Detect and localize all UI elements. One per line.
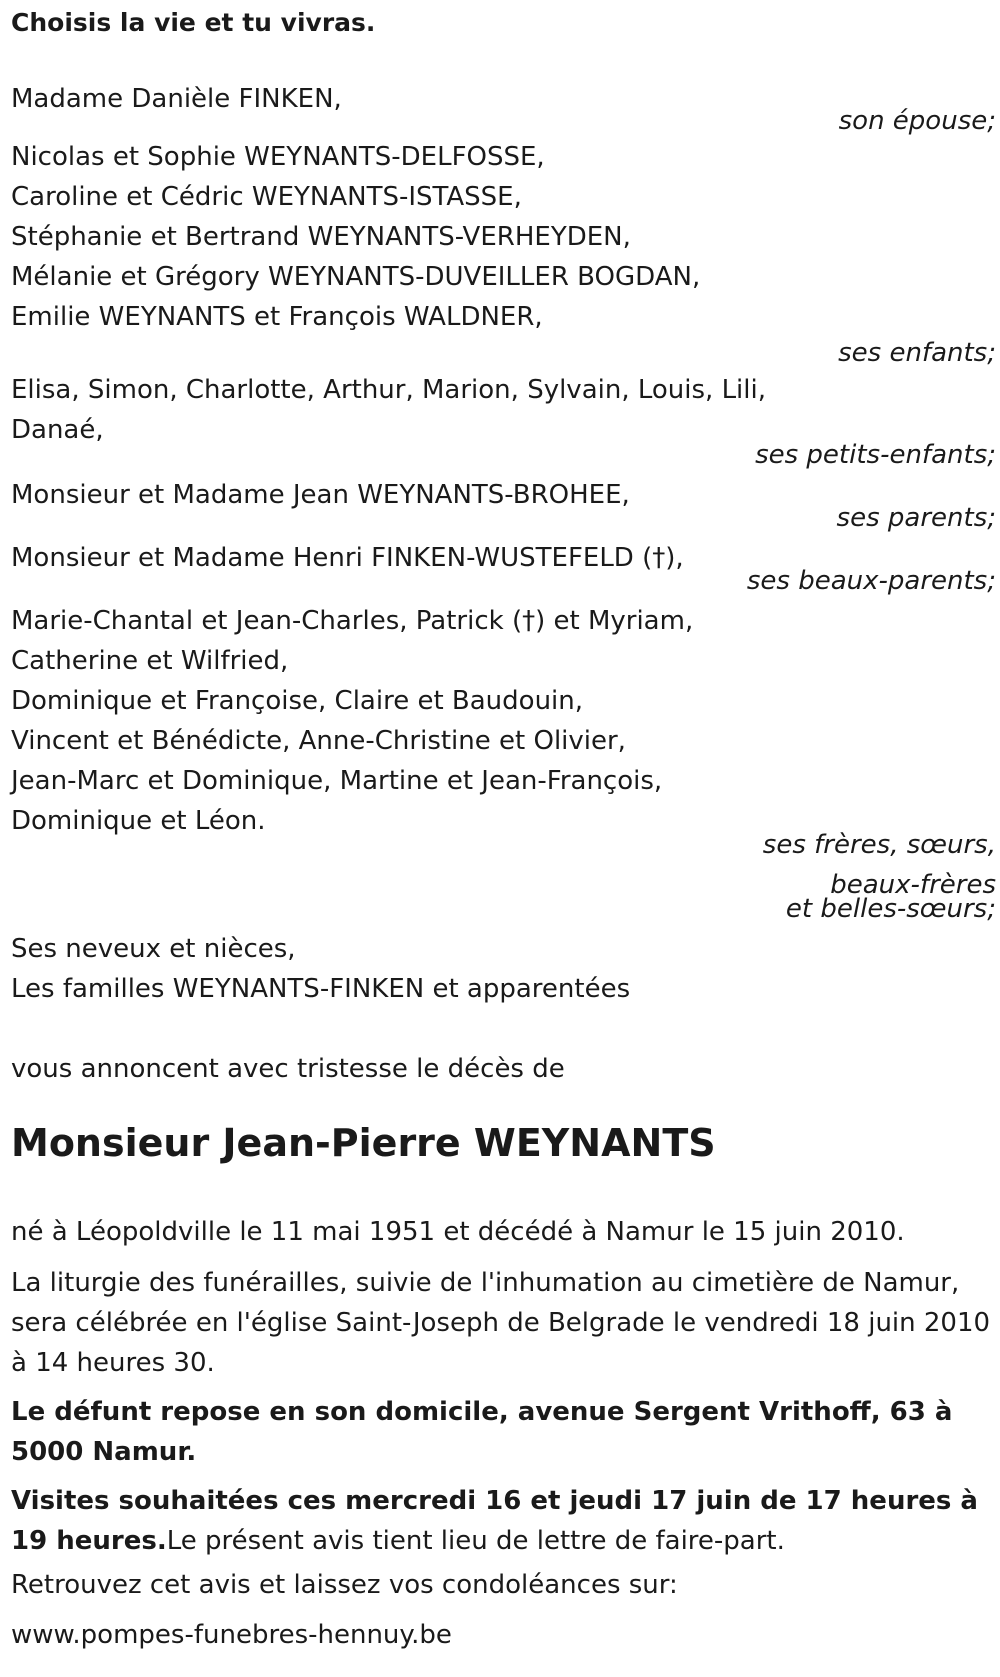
parents-in-law-names xyxy=(11,538,684,578)
family-line: Danaé, xyxy=(11,415,104,445)
children-names xyxy=(11,137,700,337)
family-line: Catherine et Wilfried, xyxy=(11,646,289,676)
website-link[interactable]: www.pompes-funebres-hennuy.be xyxy=(11,1620,452,1650)
parents-names xyxy=(11,475,630,515)
relation-children: ses enfants; xyxy=(838,338,996,368)
family-line: Stéphanie et Bertrand WEYNANTS-VERHEYDEN, xyxy=(11,222,631,252)
spouse-names xyxy=(11,79,342,119)
family-line: Monsieur et Madame Jean WEYNANTS-BROHEE, xyxy=(11,480,630,510)
deceased-name: Monsieur Jean-Pierre WEYNANTS xyxy=(11,1121,716,1165)
relation-spouse: son épouse; xyxy=(838,106,996,136)
extended-family xyxy=(11,929,630,1009)
grandchildren-names xyxy=(11,370,766,450)
relation-siblings-in-law: beaux-frères xyxy=(830,870,996,900)
relation-siblings: ses frères, sœurs, xyxy=(762,830,996,860)
motto: Choisis la vie et tu vivras. xyxy=(11,8,376,37)
family-line: Jean-Marc et Dominique, Martine et Jean-François, xyxy=(11,766,663,796)
visits-paragraph xyxy=(11,1481,996,1561)
family-line: Vincent et Bénédicte, Anne-Christine et Olivier, xyxy=(11,726,626,756)
siblings-names xyxy=(11,601,693,841)
liturgy-paragraph: La liturgie des funérailles, suivie de l'inhumation au cimetière de Namur, sera célébrée en l'église Saint-Joseph de Belgrade le vendredi 18 juin 2010 à 14 heures 30. xyxy=(11,1268,991,1378)
announcement: vous annoncent avec tristesse le décès de xyxy=(11,1054,565,1084)
family-line: Nicolas et Sophie WEYNANTS-DELFOSSE, xyxy=(11,142,545,172)
repose-paragraph: Le défunt repose en son domicile, avenue Sergent Vrithoff, 63 à 5000 Namur. xyxy=(11,1397,953,1467)
family-line: Elisa, Simon, Charlotte, Arthur, Marion, Sylvain, Louis, Lili, xyxy=(11,375,766,405)
family-line: Dominique et Françoise, Claire et Baudouin, xyxy=(11,686,584,716)
family-line: Dominique et Léon. xyxy=(11,806,266,836)
visits-note: Le présent avis tient lieu de lettre de faire-part. xyxy=(166,1526,785,1556)
relation-siblings-in-law-2: et belles-sœurs; xyxy=(785,894,996,924)
family-line: Ses neveux et nièces, xyxy=(11,934,296,964)
visits-bold: Visites souhaitées ces mercredi 16 et jeudi 17 juin de 17 heures à 19 heures. xyxy=(11,1486,978,1556)
family-line: Mélanie et Grégory WEYNANTS-DUVEILLER BOGDAN, xyxy=(11,262,701,292)
family-line: Les familles WEYNANTS-FINKEN et apparentées xyxy=(11,974,631,1004)
relation-parents: ses parents; xyxy=(836,503,996,533)
relation-parents-in-law: ses beaux-parents; xyxy=(746,566,996,596)
condolences-text: Retrouvez cet avis et laissez vos condoléances sur: xyxy=(11,1570,678,1600)
relation-grandchildren: ses petits-enfants; xyxy=(755,440,996,470)
family-line: Caroline et Cédric WEYNANTS-ISTASSE, xyxy=(11,182,522,212)
family-line: Emilie WEYNANTS et François WALDNER, xyxy=(11,302,543,332)
family-line: Madame Danièle FINKEN, xyxy=(11,84,342,114)
birth-death: né à Léopoldville le 11 mai 1951 et décédé à Namur le 15 juin 2010. xyxy=(11,1217,905,1247)
family-line: Marie-Chantal et Jean-Charles, Patrick (†) et Myriam, xyxy=(11,606,694,636)
family-line: Monsieur et Madame Henri FINKEN-WUSTEFELD (†), xyxy=(11,543,684,573)
